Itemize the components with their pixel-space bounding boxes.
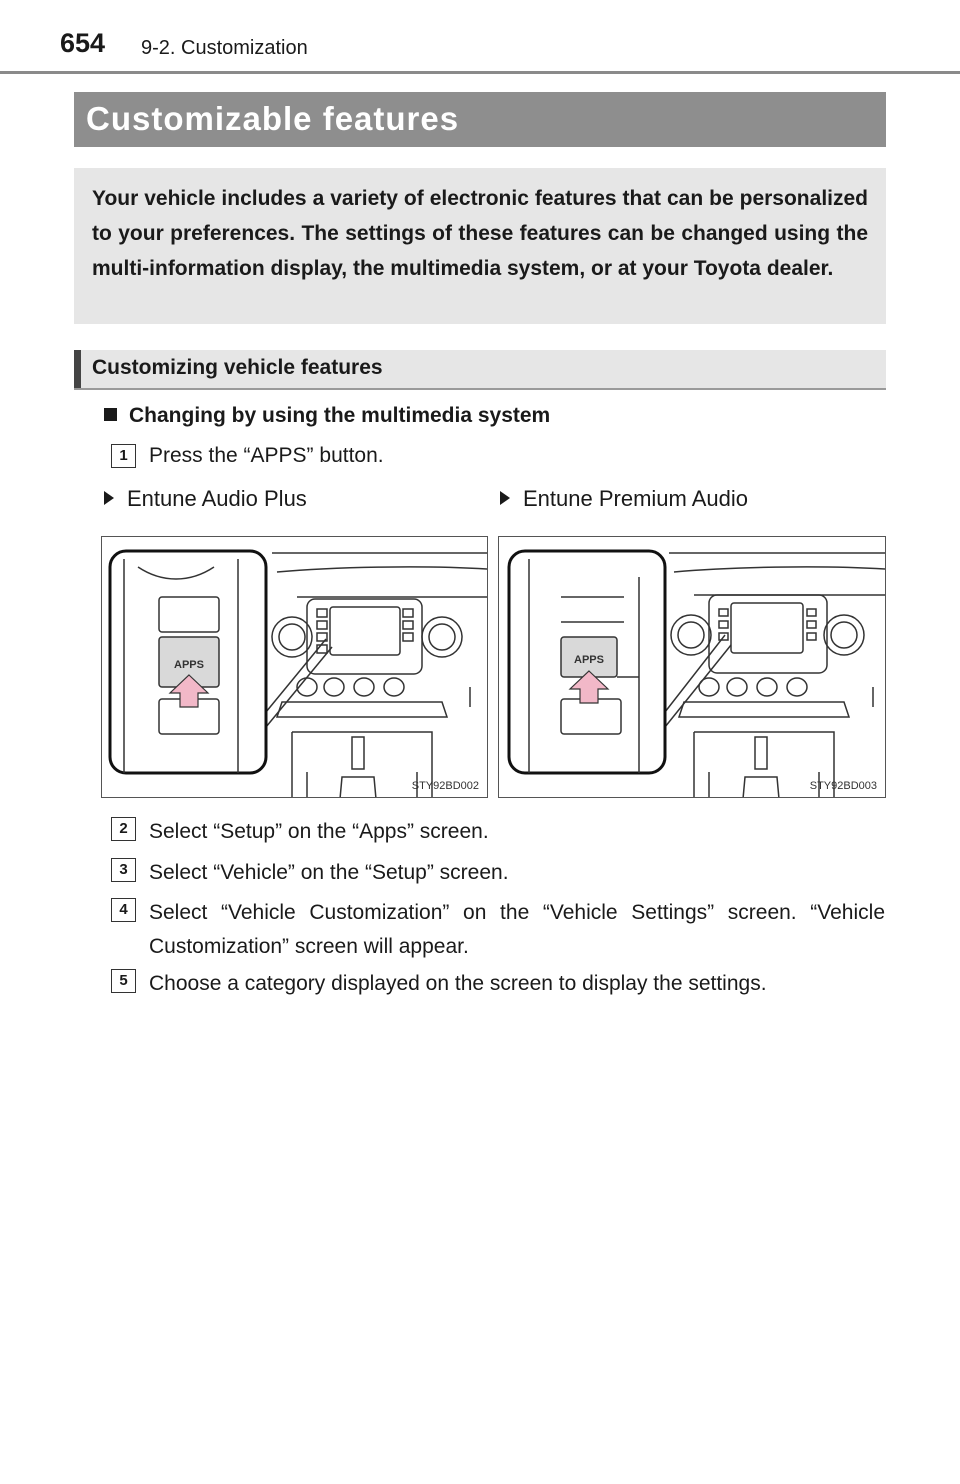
figure-caption-text: Entune Audio Plus	[127, 486, 307, 511]
step-number: 1	[111, 444, 136, 468]
square-bullet-icon	[104, 408, 117, 421]
intro-box	[74, 168, 886, 324]
triangle-bullet-icon	[500, 491, 510, 505]
step-text: Choose a category displayed on the screen to display the settings.	[149, 972, 767, 995]
step-number: 5	[111, 969, 136, 993]
subheading-marker	[74, 350, 81, 388]
bullet-heading-text: Changing by using the multimedia system	[129, 404, 551, 427]
step-number: 4	[111, 898, 136, 922]
figure-caption	[500, 486, 748, 512]
step-text: Select “Vehicle” on the “Setup” screen.	[149, 861, 509, 884]
step-number: 2	[111, 817, 136, 841]
step-number: 3	[111, 858, 136, 882]
page-number: 654	[60, 28, 106, 58]
bullet-heading	[104, 404, 550, 428]
apps-button-label: APPS	[174, 659, 204, 671]
step-text: Select “Setup” on the “Apps” screen.	[149, 820, 489, 843]
apps-button-label: APPS	[574, 654, 604, 666]
subheading-band	[74, 350, 886, 390]
page-title: Customizable features	[86, 100, 460, 137]
title-band	[74, 92, 886, 147]
intro-text: Your vehicle includes a variety of electronic features that can be personalized to your preferences. The settings of these features can be changed using the multi-information display, the multimedia system, or at your Toyota dealer.	[92, 187, 868, 280]
triangle-bullet-icon	[104, 491, 114, 505]
step-text: Select “Vehicle Customization” on the “Vehicle Settings” screen. “Vehicle Customization” screen will appear.	[149, 901, 885, 958]
figure-caption	[104, 486, 307, 512]
step-text: Press the “APPS” button.	[149, 444, 384, 467]
figure-caption-text: Entune Premium Audio	[523, 486, 749, 511]
section-reference: 9-2. Customization	[141, 37, 308, 59]
header-rule	[0, 71, 960, 74]
subheading: Customizing vehicle features	[92, 356, 383, 379]
figure-code: STY92BD003	[809, 780, 877, 792]
figure-code: STY92BD002	[411, 780, 479, 792]
dashboard-illustration	[101, 536, 488, 798]
dashboard-illustration	[498, 536, 886, 798]
